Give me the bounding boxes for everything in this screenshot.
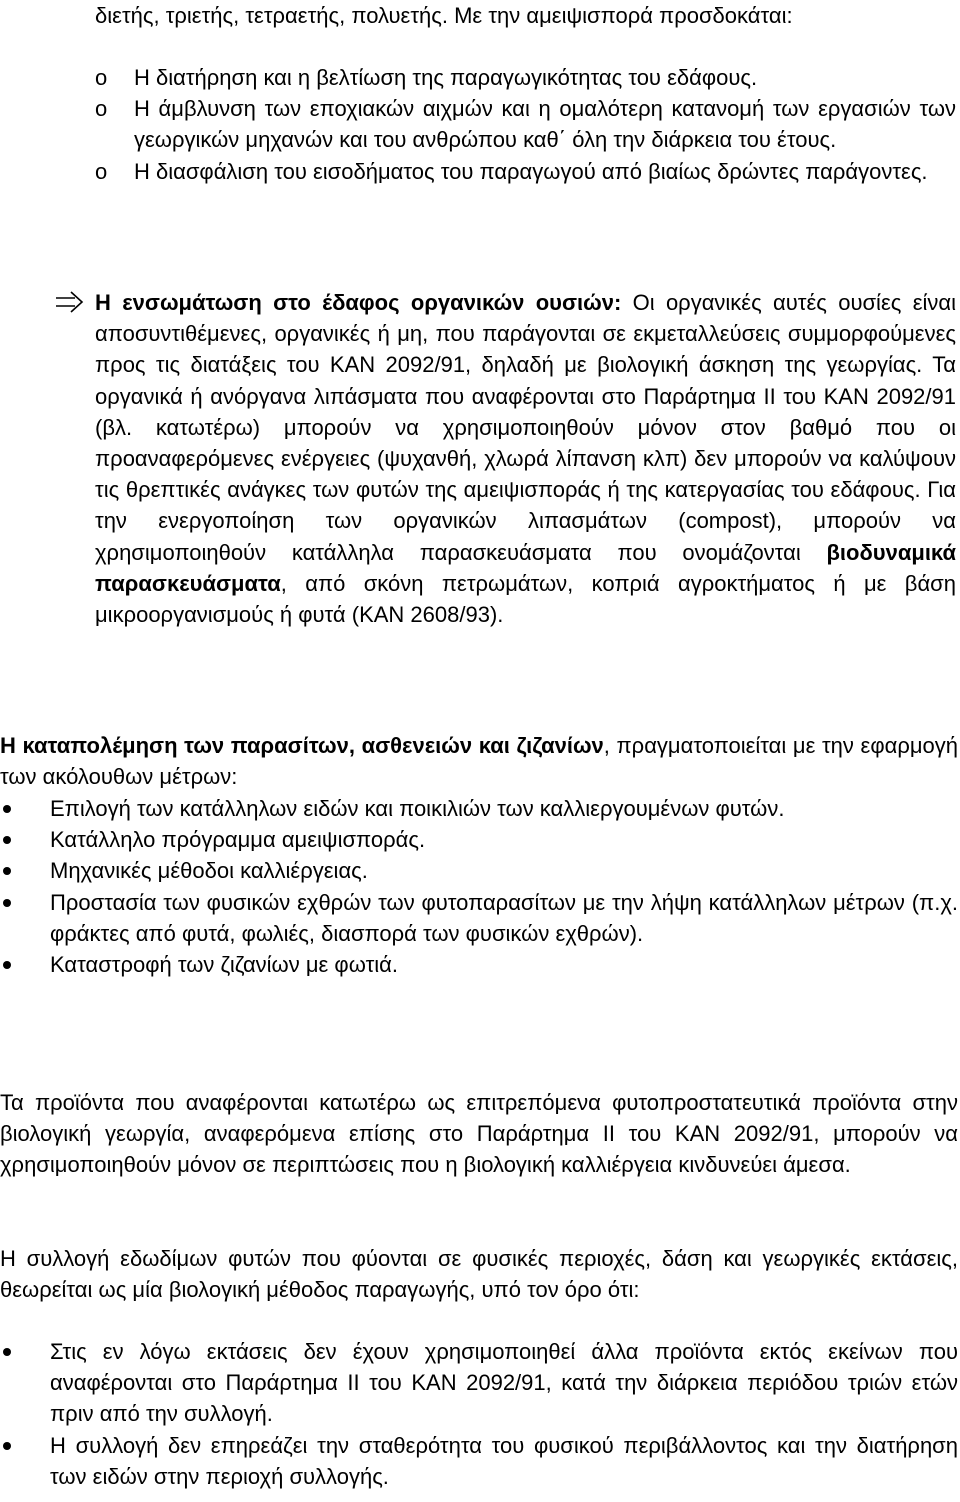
bullet-icon — [3, 1442, 11, 1450]
list-item — [66, 62, 956, 93]
bullet-icon — [3, 1348, 11, 1356]
organic-heading: Η ενσωμάτωση στο έδαφος οργανικών ουσιών: — [95, 290, 622, 315]
list-item-text: Καταστροφή των ζιζανίων με φωτιά. — [50, 952, 398, 978]
list-item-text: Κατάλληλο πρόγραμμα αμειψισποράς. — [50, 827, 426, 853]
list-item — [0, 855, 958, 886]
list-item — [0, 824, 958, 855]
list-item — [66, 156, 956, 187]
list-item-text: Η άμβλυνση των εποχιακών αιχμών και η ομαλότερη κατανομή των εργασιών των γεωργικών μηχανών και του ανθρώπου καθ΄ όλη την διάρκεια του έτους. — [134, 96, 956, 153]
bullet-icon — [3, 805, 11, 813]
intro-paragraph: διετής, τριετής, τετραετής, πολυετής. Με την αμειψισπορά προσδοκάται: — [95, 3, 793, 28]
list-item-text: Μηχανικές μέθοδοι καλλιέργειας. — [50, 858, 368, 884]
list-item — [0, 1336, 958, 1430]
pest-control-heading: Η καταπολέμηση των παρασίτων, ασθενειών και ζιζανίων — [0, 733, 604, 758]
circle-bullet-icon: o — [95, 65, 108, 90]
wild-plants-paragraph: Η συλλογή εδωδίμων φυτών που φύονται σε φυσικές περιοχές, δάση και γεωργικές εκτάσεις, θεωρείται ως μία βιολογική μέθοδος παραγωγής, υπό τον όρο ότι: — [0, 1246, 958, 1303]
list-item — [0, 949, 958, 980]
list-item-text: Επιλογή των κατάλληλων ειδών και ποικιλιών των καλλιεργουμένων φυτών. — [50, 796, 785, 821]
list-item-text: Προστασία των φυσικών εχθρών των φυτοπαρασίτων με την λήψη κατάλληλων μέτρων (π.χ. φράκτες από φυτά, φωλιές, διασπορά των φυσικών εχθρών). — [50, 889, 958, 946]
wild-plants-list — [0, 1336, 958, 1492]
pest-control-paragraph — [0, 730, 958, 792]
products-paragraph: Τα προϊόντα που αναφέρονται κατωτέρω ως επιτρεπόμενα φυτοπροστατευτικά προϊόντα στην βιολογική γεωργία, αναφερόμενα επίσης στο Παράρτημα ΙΙ του ΚΑΝ 2092/91, μπορούν να χρησιμοποιηθούν μόνον σε περιπτώσεις που η βιολογική καλλιέργεια κινδυνεύει άμεσα. — [0, 1090, 958, 1178]
bullet-icon — [3, 867, 11, 875]
bullet-icon — [3, 961, 11, 969]
organic-matter-item — [55, 287, 956, 630]
list-item — [0, 1430, 958, 1492]
list-item-text: Η συλλογή δεν επηρεάζει την σταθερότητα του φυσικού περιβάλλοντος και την διατήρηση των ειδών στην περιοχή συλλογής. — [50, 1432, 958, 1489]
circle-bullet-icon: o — [95, 96, 108, 122]
list-item-text: Στις εν λόγω εκτάσεις δεν έχουν χρησιμοποιηθεί άλλα προϊόντα εκτός εκείνων που αναφέρονται στο Παράρτημα ΙΙ του ΚΑΝ 2092/91, κατά την διάρκεια περιόδου τριών ετών πριν από την συλλογή. — [50, 1339, 958, 1427]
organic-text-2: , από σκόνη πετρωμάτων, κοπριά αγροκτήματος ή με βάση μικροοργανισμούς ή φυτά (ΚΑΝ 2608/93). — [95, 570, 956, 628]
bullet-icon — [3, 899, 11, 907]
double-arrow-right-icon — [55, 290, 85, 314]
pest-control-list — [0, 793, 958, 980]
list-item — [0, 793, 958, 824]
pest-control-text: , πραγματοποιείται με την εφαρμογή των ακόλουθων μέτρων: — [0, 733, 958, 790]
circle-bullet-icon: o — [95, 158, 108, 184]
organic-text-1: Οι οργανικές αυτές ουσίες είναι αποσυντιθέμενες, οργανικές ή μη, που παράγονται σε εκμεταλλεύσεις συμμορφούμενες προς τις διατάξεις του ΚΑΝ 2092/91, δηλαδή με βιολογική άσκηση της γεωργίας. Τα οργανικά ή ανόργανα λιπάσματα που αναφέρονται στο Παράρτημα ΙΙ του ΚΑΝ 2092/91 (βλ. κατωτέρω) μπορούν να χρησιμοποιηθούν μόνον στον βαθμό που οι προαναφερόμενες ενέργειες (ψυχανθή, χλωρά λίπανση κλπ) δεν μπορούν να καλύψουν τις θρεπτικές ανάγκες των φυτών της αμειψισποράς ή της κατεργασίας του εδάφους. Για την ενεργοποίηση των οργανικών λιπασμάτων (compost), μπορούν να χρησιμοποιηθούν κατάλληλα παρασκευάσματα που ονομάζονται — [95, 290, 956, 565]
list-item-text: Η διατήρηση και η βελτίωση της παραγωγικότητας του εδάφους. — [134, 65, 758, 90]
list-item — [66, 93, 956, 155]
list-item-text: Η διασφάλιση του εισοδήματος του παραγωγού από βιαίως δρώντες παράγοντες. — [134, 158, 928, 184]
expectations-list — [95, 62, 956, 187]
organic-matter-paragraph — [95, 287, 956, 630]
list-item — [0, 887, 958, 949]
organic-bold-term: βιοδυναμικά παρασκευάσματα — [95, 539, 956, 596]
bullet-icon — [3, 836, 11, 844]
